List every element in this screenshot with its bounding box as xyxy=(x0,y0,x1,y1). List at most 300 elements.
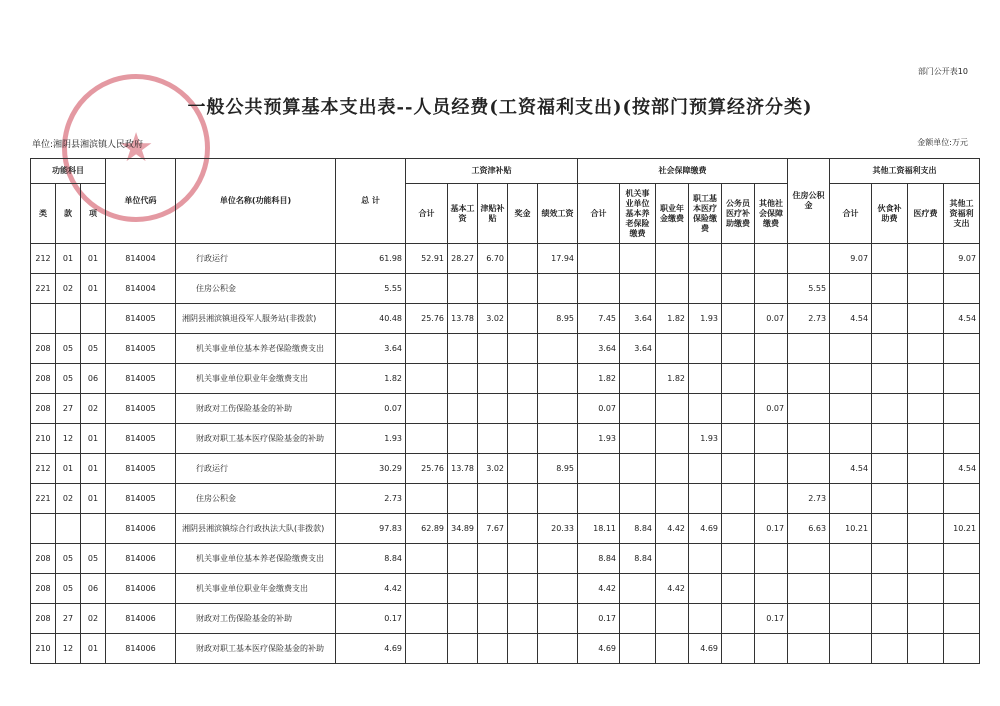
table-cell: 1.93 xyxy=(689,304,722,334)
table-cell: 机关事业单位基本养老保险缴费支出 xyxy=(176,334,336,364)
table-cell: 05 xyxy=(56,334,81,364)
table-cell: 814006 xyxy=(106,574,176,604)
other-social-header: 其他社会保障缴费 xyxy=(755,184,788,244)
table-cell xyxy=(620,424,656,454)
table-cell: 1.82 xyxy=(656,364,689,394)
table-cell: 10.21 xyxy=(830,514,872,544)
table-cell: 13.78 xyxy=(448,304,478,334)
table-cell xyxy=(448,364,478,394)
table-cell: 住房公积金 xyxy=(176,274,336,304)
table-cell xyxy=(620,634,656,664)
table-cell xyxy=(689,334,722,364)
table-cell xyxy=(448,634,478,664)
amount-unit: 金额单位:万元 xyxy=(917,138,968,147)
table-cell xyxy=(908,364,944,394)
table-cell: 221 xyxy=(31,274,56,304)
table-cell xyxy=(908,544,944,574)
table-cell xyxy=(508,514,538,544)
table-cell: 40.48 xyxy=(336,304,406,334)
table-cell: 18.11 xyxy=(578,514,620,544)
table-cell: 212 xyxy=(31,454,56,484)
table-cell xyxy=(722,364,755,394)
table-cell xyxy=(448,424,478,454)
table-cell xyxy=(830,484,872,514)
table-cell: 8.84 xyxy=(620,514,656,544)
table-cell: 1.93 xyxy=(336,424,406,454)
table-cell xyxy=(538,394,578,424)
table-cell: 4.69 xyxy=(689,514,722,544)
table-cell: 湘阴县湘滨镇综合行政执法大队(非拨款) xyxy=(176,514,336,544)
table-cell xyxy=(478,274,508,304)
table-cell xyxy=(538,574,578,604)
table-cell: 208 xyxy=(31,334,56,364)
table-cell xyxy=(872,304,908,334)
table-cell: 814005 xyxy=(106,454,176,484)
table-cell xyxy=(81,304,106,334)
table-cell: 208 xyxy=(31,604,56,634)
bonus-header: 奖金 xyxy=(508,184,538,244)
table-cell xyxy=(620,364,656,394)
basic-salary-header: 基本工资 xyxy=(448,184,478,244)
table-cell: 6.63 xyxy=(788,514,830,544)
table-cell xyxy=(788,604,830,634)
table-cell xyxy=(508,424,538,454)
table-cell xyxy=(478,364,508,394)
total-header: 总 计 xyxy=(336,159,406,244)
table-cell xyxy=(538,484,578,514)
table-cell: 住房公积金 xyxy=(176,484,336,514)
table-cell xyxy=(578,484,620,514)
table-cell xyxy=(538,604,578,634)
table-cell xyxy=(830,424,872,454)
table-cell xyxy=(872,514,908,544)
table-cell: 4.42 xyxy=(578,574,620,604)
table-cell: 01 xyxy=(81,634,106,664)
table-cell xyxy=(56,304,81,334)
table-cell xyxy=(755,574,788,604)
table-cell xyxy=(722,394,755,424)
table-cell: 28.27 xyxy=(448,244,478,274)
table-row xyxy=(31,454,980,484)
social-group-header: 社会保障缴费 xyxy=(578,159,788,184)
table-cell: 0.07 xyxy=(336,394,406,424)
table-cell xyxy=(944,364,980,394)
table-cell: 25.76 xyxy=(406,454,448,484)
table-cell: 02 xyxy=(81,394,106,424)
table-cell: 210 xyxy=(31,634,56,664)
table-cell: 4.69 xyxy=(336,634,406,664)
table-cell: 机关事业单位基本养老保险缴费支出 xyxy=(176,544,336,574)
table-cell xyxy=(56,514,81,544)
table-cell xyxy=(578,244,620,274)
table-cell xyxy=(448,574,478,604)
table-cell: 1.82 xyxy=(656,304,689,334)
table-cell: 814006 xyxy=(106,544,176,574)
table-cell xyxy=(656,394,689,424)
table-cell: 01 xyxy=(56,244,81,274)
table-cell: 1.82 xyxy=(578,364,620,394)
table-cell: 208 xyxy=(31,394,56,424)
table-cell xyxy=(478,634,508,664)
table-cell xyxy=(944,424,980,454)
table-row xyxy=(31,334,980,364)
medical-header: 职工基本医疗保险缴费 xyxy=(689,184,722,244)
table-cell: 05 xyxy=(81,334,106,364)
table-cell xyxy=(944,394,980,424)
table-cell xyxy=(755,334,788,364)
table-cell: 02 xyxy=(56,274,81,304)
table-cell: 8.95 xyxy=(538,454,578,484)
table-cell xyxy=(406,424,448,454)
table-cell: 20.33 xyxy=(538,514,578,544)
table-cell: 0.07 xyxy=(755,304,788,334)
table-cell xyxy=(448,334,478,364)
table-cell: 9.07 xyxy=(830,244,872,274)
table-row xyxy=(31,484,980,514)
table-cell: 27 xyxy=(56,604,81,634)
table-row xyxy=(31,244,980,274)
table-cell xyxy=(722,334,755,364)
table-cell: 4.54 xyxy=(944,304,980,334)
table-cell: 2.73 xyxy=(336,484,406,514)
table-cell xyxy=(908,244,944,274)
table-cell xyxy=(788,364,830,394)
table-cell xyxy=(944,604,980,634)
other-total-header: 合计 xyxy=(830,184,872,244)
table-cell: 210 xyxy=(31,424,56,454)
table-cell xyxy=(944,574,980,604)
table-cell: 3.64 xyxy=(620,334,656,364)
table-cell xyxy=(406,394,448,424)
table-cell: 1.93 xyxy=(689,424,722,454)
table-cell: 06 xyxy=(81,364,106,394)
table-cell xyxy=(755,424,788,454)
table-cell: 4.54 xyxy=(830,454,872,484)
table-cell xyxy=(722,454,755,484)
table-cell xyxy=(31,514,56,544)
table-cell xyxy=(722,544,755,574)
table-cell xyxy=(578,274,620,304)
table-row xyxy=(31,364,980,394)
table-cell xyxy=(478,544,508,574)
table-row xyxy=(31,394,980,424)
table-cell: 0.07 xyxy=(755,394,788,424)
table-cell: 814005 xyxy=(106,424,176,454)
table-cell xyxy=(830,274,872,304)
table-cell: 25.76 xyxy=(406,304,448,334)
salary-group-header: 工资津补贴 xyxy=(406,159,578,184)
table-cell xyxy=(689,364,722,394)
table-cell xyxy=(788,454,830,484)
table-cell: 3.64 xyxy=(336,334,406,364)
civil-medical-header: 公务员医疗补助缴费 xyxy=(722,184,755,244)
other-welfare-header: 其他工资福利支出 xyxy=(944,184,980,244)
table-cell xyxy=(872,454,908,484)
table-cell: 4.69 xyxy=(578,634,620,664)
table-cell: 0.17 xyxy=(336,604,406,634)
table-cell xyxy=(448,394,478,424)
table-cell xyxy=(944,544,980,574)
table-cell xyxy=(448,544,478,574)
table-cell: 4.69 xyxy=(689,634,722,664)
table-cell: 0.17 xyxy=(755,514,788,544)
table-cell xyxy=(788,394,830,424)
table-cell: 814006 xyxy=(106,514,176,544)
table-row xyxy=(31,544,980,574)
xiang-header: 项 xyxy=(81,184,106,244)
table-row xyxy=(31,604,980,634)
table-cell: 34.89 xyxy=(448,514,478,544)
table-cell xyxy=(656,484,689,514)
table-cell: 05 xyxy=(56,544,81,574)
table-cell xyxy=(722,274,755,304)
table-cell xyxy=(689,394,722,424)
table-cell xyxy=(478,484,508,514)
table-cell xyxy=(908,304,944,334)
table-cell xyxy=(508,244,538,274)
table-cell: 财政对工伤保险基金的补助 xyxy=(176,604,336,634)
table-cell xyxy=(689,574,722,604)
table-cell xyxy=(689,274,722,304)
table-cell: 4.42 xyxy=(336,574,406,604)
table-cell: 0.17 xyxy=(578,604,620,634)
performance-header: 绩效工资 xyxy=(538,184,578,244)
table-cell: 814006 xyxy=(106,634,176,664)
table-cell xyxy=(722,244,755,274)
unit-label: 单位:湘阴县湘滨镇人民政府 xyxy=(32,140,144,150)
table-cell xyxy=(448,274,478,304)
table-cell xyxy=(508,604,538,634)
table-cell xyxy=(656,604,689,634)
table-cell: 221 xyxy=(31,484,56,514)
table-cell: 814004 xyxy=(106,274,176,304)
table-cell xyxy=(538,364,578,394)
table-cell xyxy=(755,544,788,574)
table-cell: 52.91 xyxy=(406,244,448,274)
table-cell: 12 xyxy=(56,634,81,664)
table-cell: 01 xyxy=(81,424,106,454)
table-cell xyxy=(830,604,872,634)
table-cell xyxy=(908,604,944,634)
table-cell: 212 xyxy=(31,244,56,274)
annuity-header: 职业年金缴费 xyxy=(656,184,689,244)
table-cell: 814005 xyxy=(106,484,176,514)
table-cell xyxy=(944,484,980,514)
table-cell xyxy=(538,334,578,364)
table-cell xyxy=(872,244,908,274)
allowance-header: 津贴补贴 xyxy=(478,184,508,244)
table-cell: 814005 xyxy=(106,334,176,364)
table-cell xyxy=(508,454,538,484)
table-cell: 05 xyxy=(81,544,106,574)
table-cell: 财政对职工基本医疗保险基金的补助 xyxy=(176,634,336,664)
table-cell: 机关事业单位职业年金缴费支出 xyxy=(176,574,336,604)
table-cell xyxy=(722,424,755,454)
unit-code-header: 单位代码 xyxy=(106,159,176,244)
table-cell xyxy=(538,274,578,304)
table-cell xyxy=(755,244,788,274)
table-cell xyxy=(830,364,872,394)
table-cell: 3.02 xyxy=(478,454,508,484)
table-cell xyxy=(722,574,755,604)
budget-table xyxy=(30,158,980,664)
table-cell xyxy=(872,424,908,454)
table-cell xyxy=(620,604,656,634)
func-subject-header: 功能科目 xyxy=(31,159,106,184)
table-cell xyxy=(908,514,944,544)
table-row xyxy=(31,424,980,454)
table-cell xyxy=(908,454,944,484)
table-cell: 9.07 xyxy=(944,244,980,274)
table-cell: 行政运行 xyxy=(176,454,336,484)
table-cell: 3.64 xyxy=(578,334,620,364)
table-cell xyxy=(508,274,538,304)
table-cell xyxy=(508,304,538,334)
table-row xyxy=(31,304,980,334)
table-cell xyxy=(872,544,908,574)
table-cell xyxy=(406,364,448,394)
table-cell xyxy=(656,454,689,484)
table-cell xyxy=(830,544,872,574)
table-cell xyxy=(722,304,755,334)
table-cell: 30.29 xyxy=(336,454,406,484)
table-cell xyxy=(656,544,689,574)
table-cell xyxy=(538,634,578,664)
table-cell: 02 xyxy=(81,604,106,634)
table-cell xyxy=(508,364,538,394)
table-cell xyxy=(944,334,980,364)
table-cell: 208 xyxy=(31,544,56,574)
table-cell: 97.83 xyxy=(336,514,406,544)
table-cell xyxy=(872,394,908,424)
table-cell xyxy=(788,574,830,604)
table-cell: 4.42 xyxy=(656,574,689,604)
table-cell xyxy=(830,394,872,424)
unit-name-header: 单位名称(功能科目) xyxy=(176,159,336,244)
table-cell xyxy=(788,424,830,454)
table-cell xyxy=(478,334,508,364)
table-cell xyxy=(830,334,872,364)
table-cell xyxy=(722,634,755,664)
table-cell xyxy=(872,604,908,634)
table-row xyxy=(31,514,980,544)
kuan-header: 款 xyxy=(56,184,81,244)
table-cell xyxy=(406,574,448,604)
table-cell xyxy=(406,274,448,304)
table-cell: 7.45 xyxy=(578,304,620,334)
table-cell: 2.73 xyxy=(788,304,830,334)
table-cell xyxy=(755,484,788,514)
table-cell: 1.82 xyxy=(336,364,406,394)
medical-fee-header: 医疗费 xyxy=(908,184,944,244)
table-cell: 814005 xyxy=(106,304,176,334)
table-cell xyxy=(508,574,538,604)
table-cell xyxy=(944,634,980,664)
table-cell xyxy=(788,334,830,364)
table-cell: 6.70 xyxy=(478,244,508,274)
table-cell xyxy=(689,544,722,574)
table-cell: 财政对工伤保险基金的补助 xyxy=(176,394,336,424)
form-number: 部门公开表10 xyxy=(917,67,968,76)
table-cell: 02 xyxy=(56,484,81,514)
table-cell: 8.95 xyxy=(538,304,578,334)
table-cell xyxy=(722,484,755,514)
table-cell xyxy=(689,604,722,634)
table-cell: 06 xyxy=(81,574,106,604)
table-cell: 10.21 xyxy=(944,514,980,544)
housing-fund-header: 住房公积金 xyxy=(788,159,830,244)
table-cell: 01 xyxy=(81,274,106,304)
table-cell xyxy=(872,484,908,514)
table-cell xyxy=(656,244,689,274)
table-cell: 208 xyxy=(31,574,56,604)
table-cell xyxy=(620,244,656,274)
table-row xyxy=(31,634,980,664)
table-cell xyxy=(689,454,722,484)
table-cell xyxy=(755,634,788,664)
page-title: 一般公共预算基本支出表--人员经费(工资福利支出)(按部门预算经济分类) xyxy=(187,97,813,118)
meal-header: 伙食补助费 xyxy=(872,184,908,244)
table-cell xyxy=(620,574,656,604)
table-cell: 财政对职工基本医疗保险基金的补助 xyxy=(176,424,336,454)
table-cell: 61.98 xyxy=(336,244,406,274)
social-total-header: 合计 xyxy=(578,184,620,244)
table-cell xyxy=(722,604,755,634)
table-cell: 2.73 xyxy=(788,484,830,514)
table-cell: 27 xyxy=(56,394,81,424)
table-cell xyxy=(788,544,830,574)
table-cell xyxy=(656,634,689,664)
table-body xyxy=(31,244,980,664)
table-cell xyxy=(508,544,538,574)
table-cell: 05 xyxy=(56,574,81,604)
table-cell xyxy=(755,454,788,484)
table-cell xyxy=(448,484,478,514)
table-cell xyxy=(448,604,478,634)
other-group-header: 其他工资福利支出 xyxy=(830,159,980,184)
table-cell: 814006 xyxy=(106,604,176,634)
table-cell xyxy=(908,634,944,664)
table-cell xyxy=(656,274,689,304)
table-cell xyxy=(755,364,788,394)
table-cell: 01 xyxy=(81,484,106,514)
table-cell xyxy=(788,634,830,664)
table-cell xyxy=(872,334,908,364)
table-cell xyxy=(689,484,722,514)
table-cell xyxy=(689,244,722,274)
table-cell xyxy=(908,334,944,364)
table-cell: 8.84 xyxy=(336,544,406,574)
table-cell xyxy=(908,574,944,604)
table-cell xyxy=(538,544,578,574)
table-cell xyxy=(578,454,620,484)
table-cell: 3.64 xyxy=(620,304,656,334)
table-cell: 4.54 xyxy=(944,454,980,484)
table-cell: 814005 xyxy=(106,364,176,394)
table-cell xyxy=(508,634,538,664)
table-cell xyxy=(406,544,448,574)
table-cell: 7.67 xyxy=(478,514,508,544)
table-cell xyxy=(872,634,908,664)
table-cell: 05 xyxy=(56,364,81,394)
table-cell xyxy=(478,604,508,634)
table-cell xyxy=(508,484,538,514)
table-row xyxy=(31,274,980,304)
table-cell xyxy=(81,514,106,544)
pension-header: 机关事业单位基本养老保险缴费 xyxy=(620,184,656,244)
salary-total-header: 合计 xyxy=(406,184,448,244)
table-cell: 814005 xyxy=(106,394,176,424)
